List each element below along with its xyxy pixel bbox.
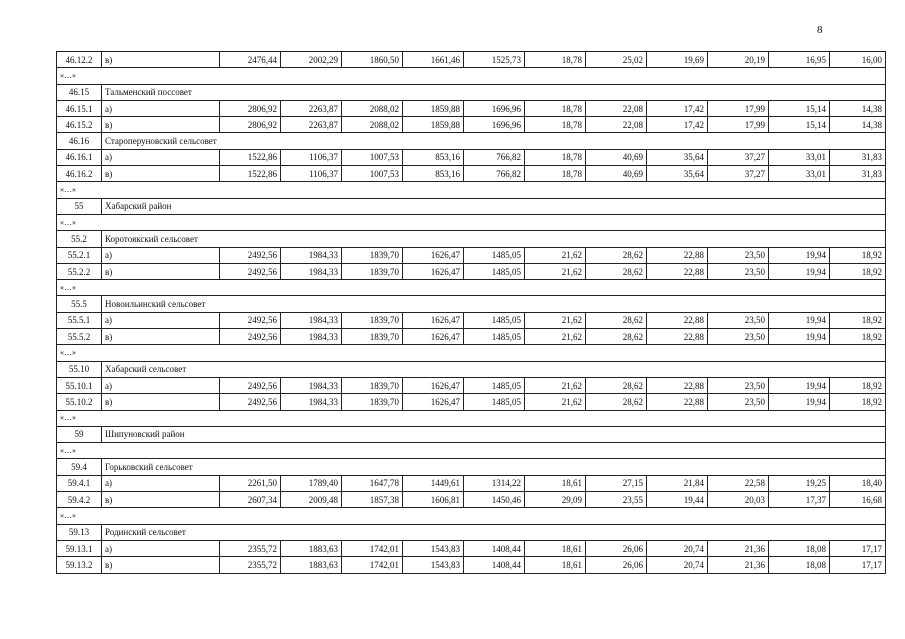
section-header-row bbox=[57, 133, 886, 149]
row-label: а) bbox=[102, 540, 220, 556]
value-cell: 1606,81 bbox=[403, 492, 464, 508]
value-cell: 2492,56 bbox=[220, 394, 281, 410]
section-code: 59.13 bbox=[57, 524, 102, 540]
value-cell: 23,50 bbox=[708, 263, 769, 279]
value-cell: 21,62 bbox=[525, 329, 586, 345]
value-cell: 22,58 bbox=[708, 475, 769, 491]
value-cell: 22,88 bbox=[647, 329, 708, 345]
value-cell: 20,19 bbox=[708, 52, 769, 68]
value-cell: 1408,44 bbox=[464, 557, 525, 573]
value-cell: 27,15 bbox=[586, 475, 647, 491]
section-header-row bbox=[57, 231, 886, 247]
value-cell: 18,61 bbox=[525, 540, 586, 556]
table-body bbox=[57, 52, 886, 574]
value-cell: 1007,53 bbox=[342, 166, 403, 182]
value-cell: 2492,56 bbox=[220, 263, 281, 279]
value-cell: 2806,92 bbox=[220, 117, 281, 133]
value-cell: 2607,34 bbox=[220, 492, 281, 508]
value-cell: 21,62 bbox=[525, 247, 586, 263]
value-cell: 1839,70 bbox=[342, 377, 403, 393]
value-cell: 20,03 bbox=[708, 492, 769, 508]
row-label: в) bbox=[102, 329, 220, 345]
value-cell: 17,99 bbox=[708, 100, 769, 116]
table-row bbox=[57, 149, 886, 165]
value-cell: 766,82 bbox=[464, 166, 525, 182]
value-cell: 1522,86 bbox=[220, 166, 281, 182]
page-number: 8 bbox=[817, 24, 823, 36]
table-row bbox=[57, 557, 886, 573]
value-cell: 2355,72 bbox=[220, 540, 281, 556]
value-cell: 33,01 bbox=[769, 149, 830, 165]
row-code: 55.10.2 bbox=[57, 394, 102, 410]
value-cell: 40,69 bbox=[586, 166, 647, 182]
value-cell: 33,01 bbox=[769, 166, 830, 182]
value-cell: 21,84 bbox=[647, 475, 708, 491]
value-cell: 1543,83 bbox=[403, 540, 464, 556]
row-label: в) bbox=[102, 117, 220, 133]
row-label: в) bbox=[102, 52, 220, 68]
section-code: 59 bbox=[57, 426, 102, 442]
value-cell: 23,50 bbox=[708, 394, 769, 410]
row-label: в) bbox=[102, 394, 220, 410]
table-row bbox=[57, 329, 886, 345]
section-header-row bbox=[57, 84, 886, 100]
value-cell: 22,88 bbox=[647, 377, 708, 393]
value-cell: 2492,56 bbox=[220, 377, 281, 393]
value-cell: 18,78 bbox=[525, 117, 586, 133]
ellipsis-row bbox=[57, 68, 886, 84]
value-cell: 2261,50 bbox=[220, 475, 281, 491]
ellipsis-row bbox=[57, 280, 886, 296]
value-cell: 2476,44 bbox=[220, 52, 281, 68]
value-cell: 2492,56 bbox=[220, 312, 281, 328]
table-row bbox=[57, 540, 886, 556]
row-label: в) bbox=[102, 166, 220, 182]
section-name: Новоильинский сельсовет bbox=[102, 296, 886, 312]
ellipsis-mark: «…» bbox=[57, 508, 886, 524]
value-cell: 1485,05 bbox=[464, 263, 525, 279]
row-code: 46.15.1 bbox=[57, 100, 102, 116]
value-cell: 14,38 bbox=[830, 117, 886, 133]
value-cell: 1857,38 bbox=[342, 492, 403, 508]
value-cell: 1626,47 bbox=[403, 263, 464, 279]
ellipsis-mark: «…» bbox=[57, 68, 886, 84]
ellipsis-row bbox=[57, 508, 886, 524]
value-cell: 17,37 bbox=[769, 492, 830, 508]
value-cell: 19,69 bbox=[647, 52, 708, 68]
section-header-row bbox=[57, 524, 886, 540]
ellipsis-row bbox=[57, 410, 886, 426]
ellipsis-row bbox=[57, 214, 886, 230]
value-cell: 1883,63 bbox=[281, 540, 342, 556]
section-name: Староперуновский сельсовет bbox=[102, 133, 886, 149]
section-code: 55.5 bbox=[57, 296, 102, 312]
value-cell: 1839,70 bbox=[342, 263, 403, 279]
value-cell: 18,92 bbox=[830, 377, 886, 393]
value-cell: 1485,05 bbox=[464, 329, 525, 345]
value-cell: 1525,73 bbox=[464, 52, 525, 68]
table-row bbox=[57, 312, 886, 328]
value-cell: 1626,47 bbox=[403, 247, 464, 263]
value-cell: 21,62 bbox=[525, 377, 586, 393]
value-cell: 20,74 bbox=[647, 540, 708, 556]
value-cell: 21,36 bbox=[708, 557, 769, 573]
value-cell: 14,38 bbox=[830, 100, 886, 116]
value-cell: 35,64 bbox=[647, 149, 708, 165]
value-cell: 37,27 bbox=[708, 149, 769, 165]
table-row bbox=[57, 492, 886, 508]
value-cell: 1449,61 bbox=[403, 475, 464, 491]
value-cell: 22,08 bbox=[586, 100, 647, 116]
section-name: Коротоякский сельсовет bbox=[102, 231, 886, 247]
value-cell: 1839,70 bbox=[342, 312, 403, 328]
value-cell: 19,94 bbox=[769, 312, 830, 328]
row-label: а) bbox=[102, 377, 220, 393]
value-cell: 1314,22 bbox=[464, 475, 525, 491]
value-cell: 1106,37 bbox=[281, 166, 342, 182]
table-row bbox=[57, 117, 886, 133]
value-cell: 1647,78 bbox=[342, 475, 403, 491]
value-cell: 1789,40 bbox=[281, 475, 342, 491]
value-cell: 15,14 bbox=[769, 100, 830, 116]
ellipsis-mark: «…» bbox=[57, 345, 886, 361]
table-row bbox=[57, 100, 886, 116]
value-cell: 853,16 bbox=[403, 166, 464, 182]
value-cell: 18,40 bbox=[830, 475, 886, 491]
table-row bbox=[57, 247, 886, 263]
value-cell: 18,61 bbox=[525, 475, 586, 491]
section-name: Тальменский поссовет bbox=[102, 84, 886, 100]
value-cell: 2263,87 bbox=[281, 117, 342, 133]
value-cell: 28,62 bbox=[586, 263, 647, 279]
value-cell: 853,16 bbox=[403, 149, 464, 165]
section-header-row bbox=[57, 296, 886, 312]
section-name: Шипуновский район bbox=[102, 426, 886, 442]
value-cell: 18,61 bbox=[525, 557, 586, 573]
value-cell: 2355,72 bbox=[220, 557, 281, 573]
table-row bbox=[57, 394, 886, 410]
section-code: 59.4 bbox=[57, 459, 102, 475]
section-code: 55 bbox=[57, 198, 102, 214]
row-code: 46.15.2 bbox=[57, 117, 102, 133]
row-code: 55.5.1 bbox=[57, 312, 102, 328]
value-cell: 31,83 bbox=[830, 166, 886, 182]
value-cell: 21,62 bbox=[525, 394, 586, 410]
value-cell: 1984,33 bbox=[281, 394, 342, 410]
value-cell: 23,50 bbox=[708, 247, 769, 263]
value-cell: 28,62 bbox=[586, 312, 647, 328]
value-cell: 21,62 bbox=[525, 312, 586, 328]
table-row bbox=[57, 377, 886, 393]
value-cell: 1696,96 bbox=[464, 117, 525, 133]
value-cell: 18,78 bbox=[525, 166, 586, 182]
ellipsis-mark: «…» bbox=[57, 182, 886, 198]
value-cell: 19,44 bbox=[647, 492, 708, 508]
table-row bbox=[57, 166, 886, 182]
value-cell: 19,94 bbox=[769, 329, 830, 345]
value-cell: 1839,70 bbox=[342, 394, 403, 410]
value-cell: 19,94 bbox=[769, 247, 830, 263]
value-cell: 22,88 bbox=[647, 312, 708, 328]
value-cell: 18,92 bbox=[830, 394, 886, 410]
value-cell: 1485,05 bbox=[464, 247, 525, 263]
value-cell: 1984,33 bbox=[281, 329, 342, 345]
value-cell: 18,92 bbox=[830, 247, 886, 263]
value-cell: 18,78 bbox=[525, 52, 586, 68]
row-label: а) bbox=[102, 100, 220, 116]
value-cell: 22,88 bbox=[647, 247, 708, 263]
section-header-row bbox=[57, 459, 886, 475]
section-code: 46.16 bbox=[57, 133, 102, 149]
value-cell: 37,27 bbox=[708, 166, 769, 182]
row-code: 46.16.2 bbox=[57, 166, 102, 182]
value-cell: 1485,05 bbox=[464, 377, 525, 393]
row-label: а) bbox=[102, 149, 220, 165]
row-code: 46.16.1 bbox=[57, 149, 102, 165]
value-cell: 17,42 bbox=[647, 117, 708, 133]
row-label: в) bbox=[102, 263, 220, 279]
ellipsis-row bbox=[57, 345, 886, 361]
section-name: Хабарский район bbox=[102, 198, 886, 214]
value-cell: 2088,02 bbox=[342, 117, 403, 133]
value-cell: 1860,50 bbox=[342, 52, 403, 68]
value-cell: 1661,46 bbox=[403, 52, 464, 68]
value-cell: 1543,83 bbox=[403, 557, 464, 573]
value-cell: 21,36 bbox=[708, 540, 769, 556]
value-cell: 1626,47 bbox=[403, 377, 464, 393]
value-cell: 1984,33 bbox=[281, 263, 342, 279]
value-cell: 18,92 bbox=[830, 263, 886, 279]
value-cell: 1007,53 bbox=[342, 149, 403, 165]
value-cell: 28,62 bbox=[586, 377, 647, 393]
value-cell: 17,17 bbox=[830, 557, 886, 573]
value-cell: 28,62 bbox=[586, 329, 647, 345]
row-code: 59.4.1 bbox=[57, 475, 102, 491]
value-cell: 23,50 bbox=[708, 312, 769, 328]
row-code: 59.13.2 bbox=[57, 557, 102, 573]
row-label: а) bbox=[102, 247, 220, 263]
value-cell: 1742,01 bbox=[342, 540, 403, 556]
row-label: в) bbox=[102, 492, 220, 508]
row-code: 55.2.2 bbox=[57, 263, 102, 279]
value-cell: 16,68 bbox=[830, 492, 886, 508]
ellipsis-mark: «…» bbox=[57, 410, 886, 426]
value-cell: 1450,46 bbox=[464, 492, 525, 508]
row-label: а) bbox=[102, 475, 220, 491]
value-cell: 19,25 bbox=[769, 475, 830, 491]
value-cell: 18,08 bbox=[769, 557, 830, 573]
section-header-row bbox=[57, 198, 886, 214]
value-cell: 1522,86 bbox=[220, 149, 281, 165]
value-cell: 29,09 bbox=[525, 492, 586, 508]
row-code: 55.5.2 bbox=[57, 329, 102, 345]
value-cell: 22,08 bbox=[586, 117, 647, 133]
value-cell: 2806,92 bbox=[220, 100, 281, 116]
value-cell: 23,55 bbox=[586, 492, 647, 508]
value-cell: 17,42 bbox=[647, 100, 708, 116]
value-cell: 2492,56 bbox=[220, 329, 281, 345]
row-code: 55.10.1 bbox=[57, 377, 102, 393]
value-cell: 2088,02 bbox=[342, 100, 403, 116]
value-cell: 21,62 bbox=[525, 263, 586, 279]
value-cell: 19,94 bbox=[769, 394, 830, 410]
section-code: 55.10 bbox=[57, 361, 102, 377]
value-cell: 2009,48 bbox=[281, 492, 342, 508]
row-code: 59.4.2 bbox=[57, 492, 102, 508]
value-cell: 18,92 bbox=[830, 329, 886, 345]
value-cell: 1626,47 bbox=[403, 394, 464, 410]
value-cell: 2263,87 bbox=[281, 100, 342, 116]
value-cell: 1859,88 bbox=[403, 117, 464, 133]
ellipsis-mark: «…» bbox=[57, 280, 886, 296]
value-cell: 40,69 bbox=[586, 149, 647, 165]
value-cell: 20,74 bbox=[647, 557, 708, 573]
value-cell: 31,83 bbox=[830, 149, 886, 165]
value-cell: 1485,05 bbox=[464, 394, 525, 410]
value-cell: 18,78 bbox=[525, 100, 586, 116]
section-code: 46.15 bbox=[57, 84, 102, 100]
value-cell: 18,92 bbox=[830, 312, 886, 328]
value-cell: 1984,33 bbox=[281, 377, 342, 393]
row-code: 59.13.1 bbox=[57, 540, 102, 556]
value-cell: 16,95 bbox=[769, 52, 830, 68]
ellipsis-row bbox=[57, 182, 886, 198]
tariff-table bbox=[56, 51, 886, 574]
value-cell: 28,62 bbox=[586, 394, 647, 410]
value-cell: 19,94 bbox=[769, 263, 830, 279]
value-cell: 23,50 bbox=[708, 329, 769, 345]
value-cell: 25,02 bbox=[586, 52, 647, 68]
row-label: в) bbox=[102, 557, 220, 573]
section-header-row bbox=[57, 426, 886, 442]
section-name: Хабарский сельсовет bbox=[102, 361, 886, 377]
value-cell: 766,82 bbox=[464, 149, 525, 165]
value-cell: 1859,88 bbox=[403, 100, 464, 116]
value-cell: 22,88 bbox=[647, 394, 708, 410]
section-header-row bbox=[57, 361, 886, 377]
value-cell: 26,06 bbox=[586, 557, 647, 573]
value-cell: 22,88 bbox=[647, 263, 708, 279]
ellipsis-mark: «…» bbox=[57, 443, 886, 459]
table-row bbox=[57, 52, 886, 68]
ellipsis-mark: «…» bbox=[57, 214, 886, 230]
value-cell: 1485,05 bbox=[464, 312, 525, 328]
value-cell: 23,50 bbox=[708, 377, 769, 393]
value-cell: 1839,70 bbox=[342, 247, 403, 263]
row-label: а) bbox=[102, 312, 220, 328]
row-code: 46.12.2 bbox=[57, 52, 102, 68]
value-cell: 1984,33 bbox=[281, 247, 342, 263]
value-cell: 26,06 bbox=[586, 540, 647, 556]
value-cell: 1408,44 bbox=[464, 540, 525, 556]
ellipsis-row bbox=[57, 443, 886, 459]
table-row bbox=[57, 475, 886, 491]
value-cell: 17,99 bbox=[708, 117, 769, 133]
value-cell: 19,94 bbox=[769, 377, 830, 393]
value-cell: 18,78 bbox=[525, 149, 586, 165]
value-cell: 1626,47 bbox=[403, 329, 464, 345]
table-row bbox=[57, 263, 886, 279]
value-cell: 1742,01 bbox=[342, 557, 403, 573]
section-code: 55.2 bbox=[57, 231, 102, 247]
value-cell: 35,64 bbox=[647, 166, 708, 182]
value-cell: 17,17 bbox=[830, 540, 886, 556]
value-cell: 2002,29 bbox=[281, 52, 342, 68]
value-cell: 1839,70 bbox=[342, 329, 403, 345]
section-name: Горьковский сельсовет bbox=[102, 459, 886, 475]
value-cell: 1984,33 bbox=[281, 312, 342, 328]
value-cell: 15,14 bbox=[769, 117, 830, 133]
value-cell: 18,08 bbox=[769, 540, 830, 556]
value-cell: 28,62 bbox=[586, 247, 647, 263]
value-cell: 1626,47 bbox=[403, 312, 464, 328]
row-code: 55.2.1 bbox=[57, 247, 102, 263]
section-name: Родинский сельсовет bbox=[102, 524, 886, 540]
value-cell: 1696,96 bbox=[464, 100, 525, 116]
value-cell: 1106,37 bbox=[281, 149, 342, 165]
value-cell: 16,00 bbox=[830, 52, 886, 68]
value-cell: 1883,63 bbox=[281, 557, 342, 573]
value-cell: 2492,56 bbox=[220, 247, 281, 263]
